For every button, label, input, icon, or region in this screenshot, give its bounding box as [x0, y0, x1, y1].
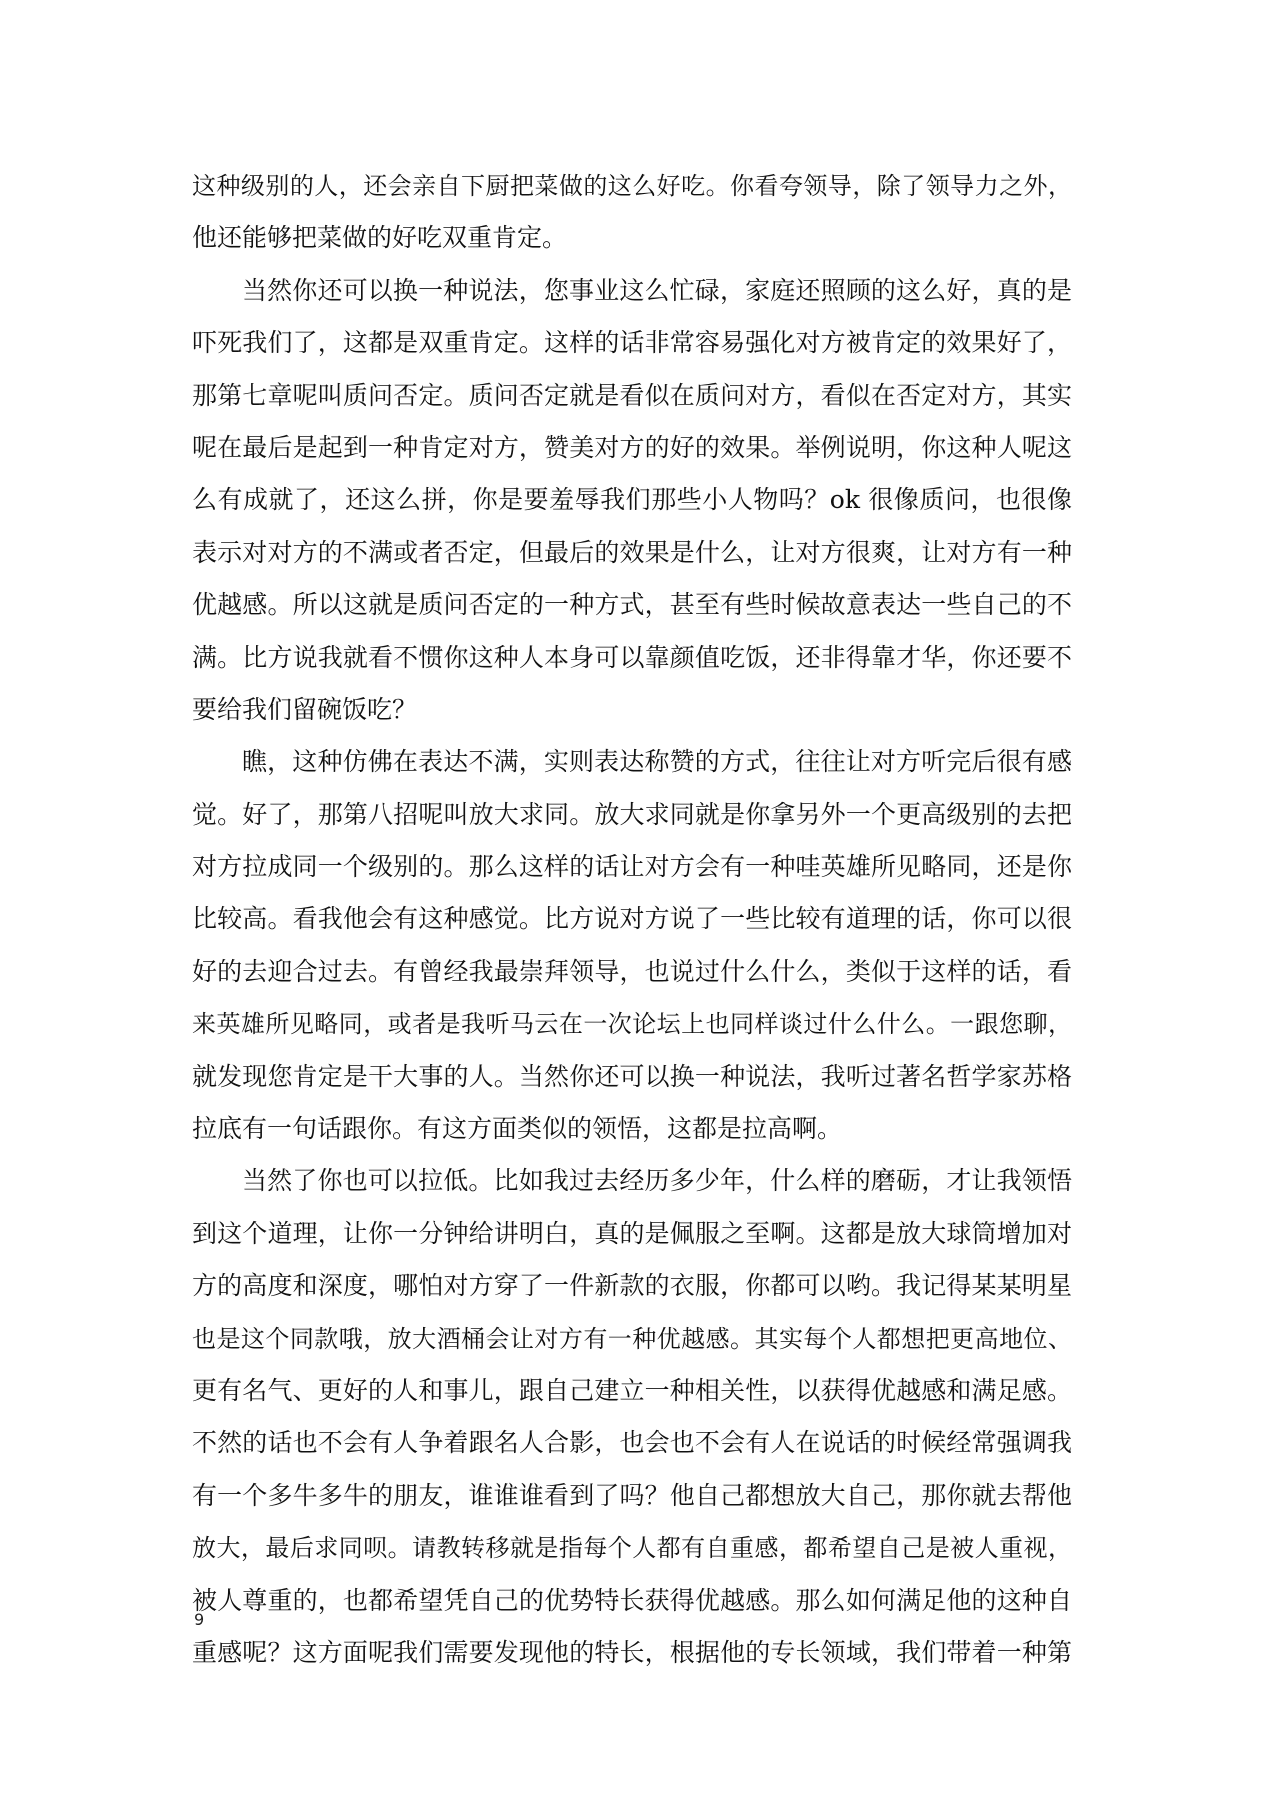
text-line: 要给我们留碗饭吃？	[192, 694, 418, 724]
text-line: 重感呢？这方面呢我们需要发现他的特长，根据他的专长领域，我们带着一种第	[192, 1637, 1072, 1667]
text-line: 方的高度和深度，哪怕对方穿了一件新款的衣服，你都可以哟。我记得某某明星	[192, 1271, 1072, 1301]
text-line: 就发现您肯定是干大事的人。当然你还可以换一种说法，我听过著名哲学家苏格	[192, 1061, 1072, 1091]
text-line: 放大，最后求同呗。请教转移就是指每个人都有自重感，都希望自己是被人重视，	[192, 1534, 1072, 1563]
text-line: 被人尊重的，也都希望凭自己的优势特长获得优越感。那么如何满足他的这种自	[192, 1585, 1072, 1615]
document-body	[192, 160, 1072, 1679]
text-line: 到这个道理，让你一分钟给讲明白，真的是佩服之至啊。这都是放大球筒增加对	[192, 1218, 1072, 1248]
text-line: 这种级别的人，还会亲自下厨把菜做的这么好吃。你看夸领导，除了领导力之外，	[192, 172, 1072, 200]
text-line: 更有名气、更好的人和事儿，跟自己建立一种相关性，以获得优越感和满足感。	[192, 1375, 1072, 1405]
text-line: 不然的话也不会有人争着跟名人合影，也会也不会有人在说话的时候经常强调我	[192, 1428, 1072, 1458]
text-line: 满。比方说我就看不惯你这种人本身可以靠颜值吃饭，还非得靠才华，你还要不	[192, 642, 1072, 672]
text-line: 他还能够把菜做的好吃双重肯定。	[192, 223, 568, 253]
page-number: 9	[194, 1610, 205, 1629]
text-line: 拉底有一句话跟你。有这方面类似的领悟，这都是拉高啊。	[192, 1114, 843, 1144]
text-line: 当然你还可以换一种说法，您事业这么忙碌，家庭还照顾的这么好，真的是	[242, 275, 1072, 305]
text-line: 呢在最后是起到一种肯定对方，赞美对方的好的效果。举例说明，你这种人呢这	[192, 432, 1072, 462]
text-line: 有一个多牛多牛的朋友，谁谁谁看到了吗？他自己都想放大自己，那你就去帮他	[192, 1480, 1072, 1510]
text-line: 觉。好了，那第八招呢叫放大求同。放大求同就是你拿另外一个更高级别的去把	[192, 799, 1072, 829]
text-line: 吓死我们了，这都是双重肯定。这样的话非常容易强化对方被肯定的效果好了，	[192, 328, 1072, 358]
text-line: 优越感。所以这就是质问否定的一种方式，甚至有些时候故意表达一些自己的不	[192, 590, 1072, 620]
text-line: 好的去迎合过去。有曾经我最崇拜领导，也说过什么什么，类似于这样的话，看	[192, 956, 1072, 986]
text-line: 当然了你也可以拉低。比如我过去经历多少年，什么样的磨砺，才让我领悟	[242, 1166, 1072, 1196]
text-line: 瞧，这种仿佛在表达不满，实则表达称赞的方式，往往让对方听完后很有感	[242, 747, 1072, 777]
text-line: 表示对对方的不满或者否定，但最后的效果是什么，让对方很爽，让对方有一种	[192, 537, 1072, 567]
text-line: 来英雄所见略同，或者是我听马云在一次论坛上也同样谈过什么什么。一跟您聊，	[192, 1010, 1072, 1039]
text-line: 也是这个同款哦，放大酒桶会让对方有一种优越感。其实每个人都想把更高地位、	[192, 1324, 1072, 1353]
text-line: 比较高。看我他会有这种感觉。比方说对方说了一些比较有道理的话，你可以很	[192, 904, 1072, 934]
text-line: 么有成就了，还这么拼，你是要羞辱我们那些小人物吗？ok 很像质问，也很像	[192, 485, 1072, 515]
text-line: 那第七章呢叫质问否定。质问否定就是看似在质问对方，看似在否定对方，其实	[192, 380, 1072, 410]
text-line: 对方拉成同一个级别的。那么这样的话让对方会有一种哇英雄所见略同，还是你	[192, 852, 1072, 882]
